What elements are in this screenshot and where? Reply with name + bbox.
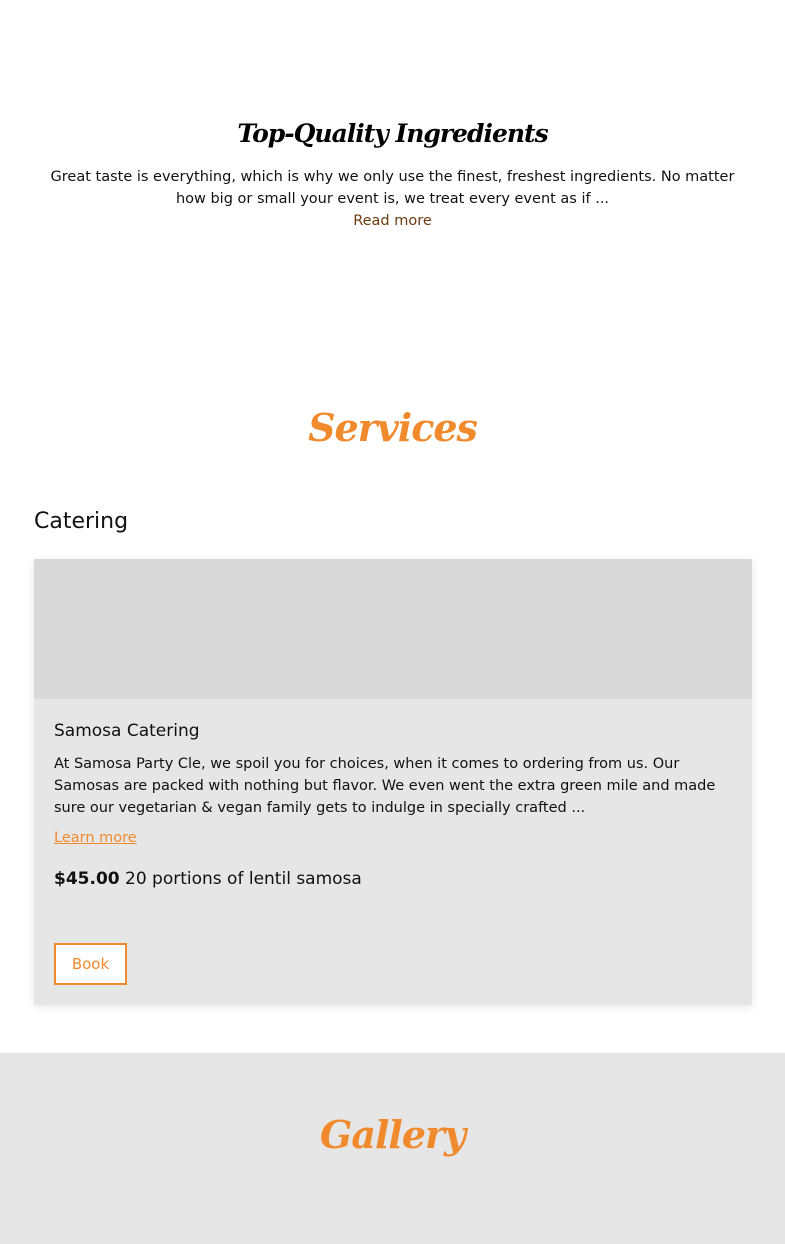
book-button[interactable]: Book	[54, 943, 127, 985]
feature-description: Great taste is everything, which is why we only use the finest, freshest ingredients. No matter how big or small your event is, we treat every event as if ...	[50, 169, 735, 207]
gallery-section	[0, 1053, 785, 1244]
price-row	[54, 865, 732, 893]
service-title: Samosa Catering	[54, 721, 200, 741]
catering-category-title: Catering	[34, 509, 129, 534]
feature-title: Top-Quality Ingredients	[237, 119, 548, 148]
service-price-detail: 20 portions of lentil samosa	[125, 869, 362, 889]
gallery-heading: Gallery	[319, 1112, 466, 1157]
learn-more-link[interactable]: Learn more	[54, 830, 137, 846]
service-description: At Samosa Party Cle, we spoil you for choices, when it comes to ordering from us. Our Samosas are packed with nothing but flavor. We even went the extra green mile and made sure our vegetarian & vegan family gets to indulge in specially crafted ...	[54, 756, 716, 816]
service-card	[34, 559, 752, 1005]
service-price: $45.00	[54, 869, 120, 889]
feature-section	[0, 114, 785, 232]
service-image-placeholder	[34, 559, 752, 699]
services-heading: Services	[308, 405, 477, 450]
service-card-body	[34, 699, 752, 893]
read-more-link[interactable]: Read more	[353, 213, 432, 229]
